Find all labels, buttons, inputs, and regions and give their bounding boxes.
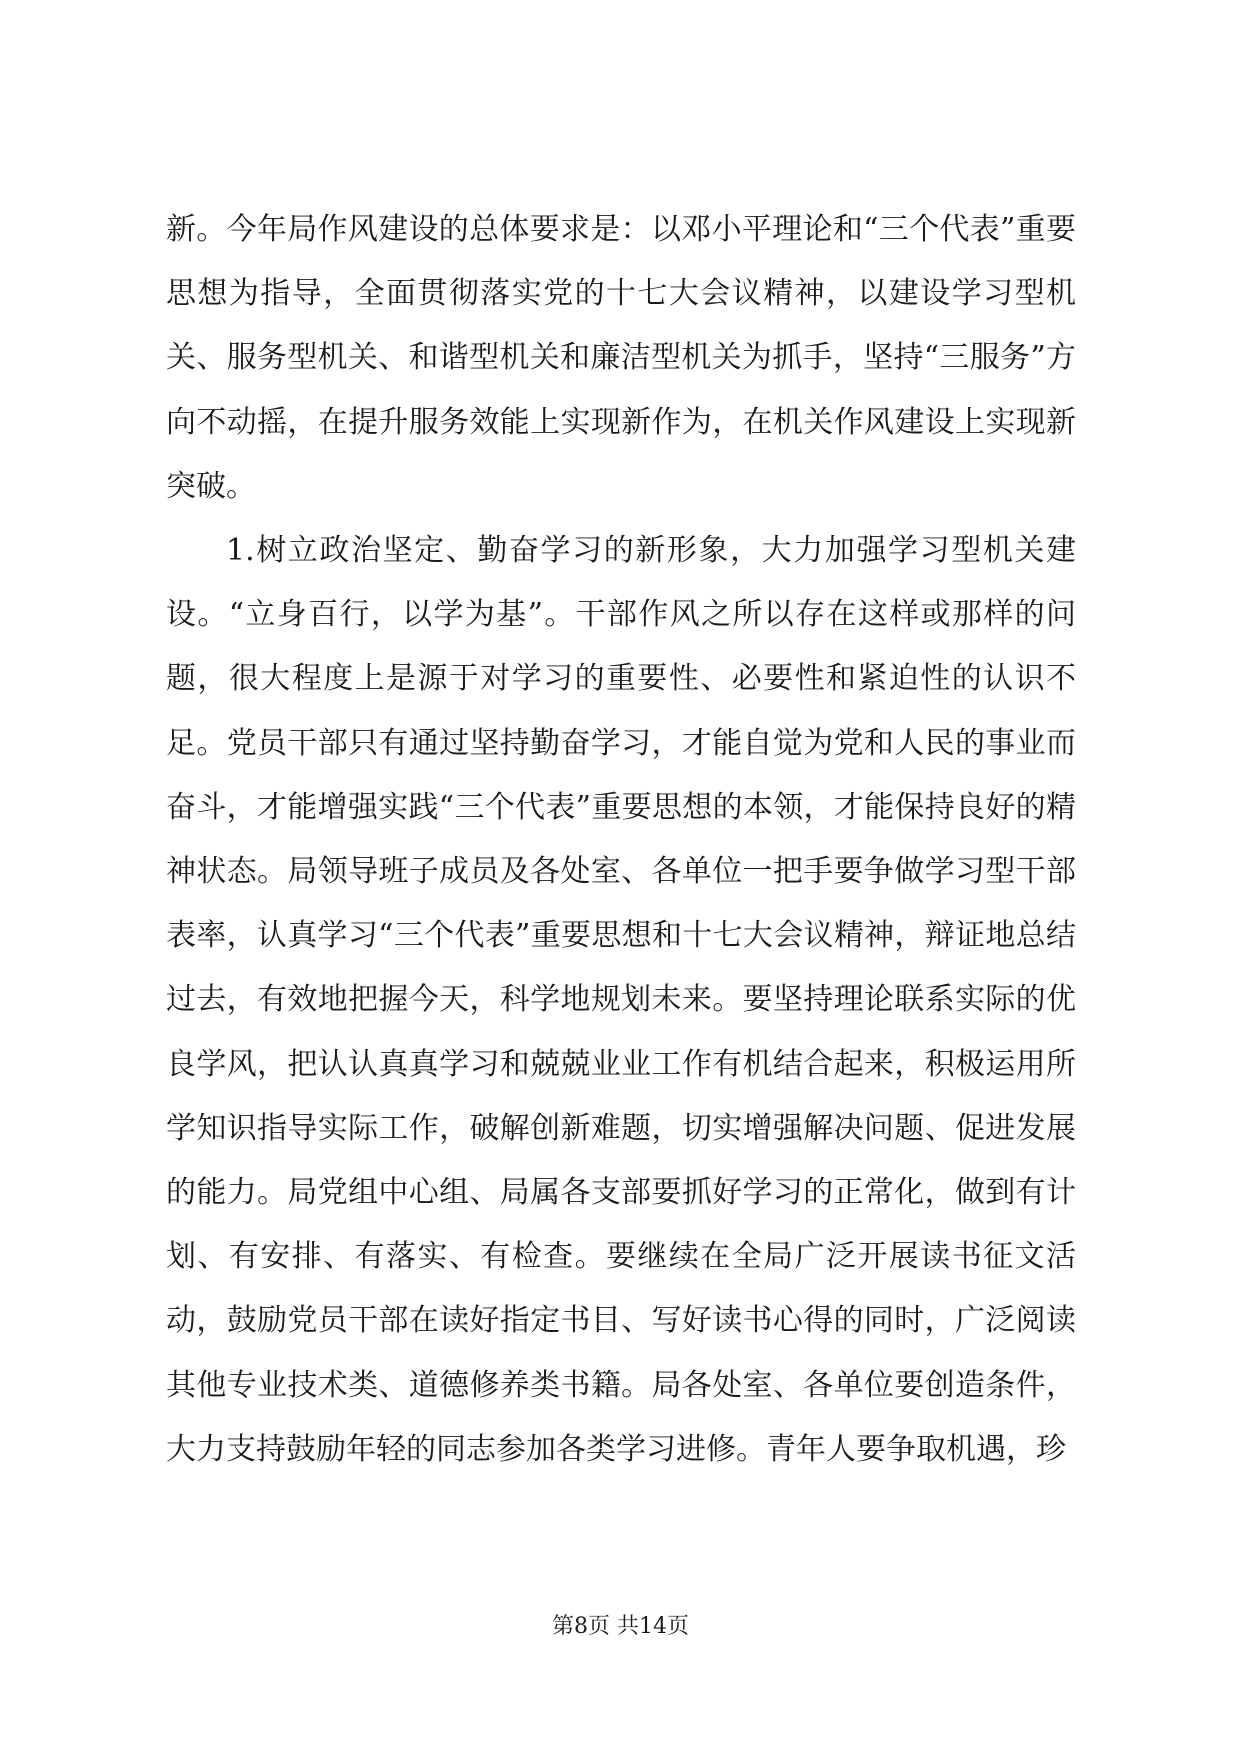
paragraph-continued: 新。今年局作风建设的总体要求是：以邓小平理论和“三个代表”重要思想为指导，全面贯彻落实党的十七大会议精神，以建设学习型机关、服务型机关、和谐型机关和廉洁型机关为抓手，坚持“三服务”方向不动摇，在提升服务效能上实现新作为，在机关作风建设上实现新突破。 [166, 212, 1076, 504]
document-body [166, 198, 1076, 1482]
paragraph-section-1: 1.树立政治坚定、勤奋学习的新形象，大力加强学习型机关建设。“立身百行，以学为基”。干部作风之所以存在这样或那样的问题，很大程度上是源于对学习的重要性、必要性和紧迫性的认识不足。党员干部只有通过坚持勤奋学习，才能自觉为党和人民的事业而奋斗，才能增强实践“三个代表”重要思想的本领，才能保持良好的精神状态。局领导班子成员及各处室、各单位一把手要争做学习型干部表率，认真学习“三个代表”重要思想和十七大会议精神，辩证地总结过去，有效地把握今天，科学地规划未来。要坚持理论联系实际的优良学风，把认认真真学习和兢兢业业工作有机结合起来，积极运用所学知识指导实际工作，破解创新难题，切实增强解决问题、促进发展的能力。局党组中心组、局属各支部要抓好学习的正常化，做到有计划、有安排、有落实、有检查。要继续在全局广泛开展读书征文活动，鼓励党员干部在读好指定书目、写好读书心得的同时，广泛阅读其他专业技术类、道德修养类书籍。局各处室、各单位要创造条件，大力支持鼓励年轻的同志参加各类学习进修。青年人要争取机遇，珍 [166, 533, 1076, 1467]
page-footer: 第8页 共14页 [552, 1614, 689, 1639]
